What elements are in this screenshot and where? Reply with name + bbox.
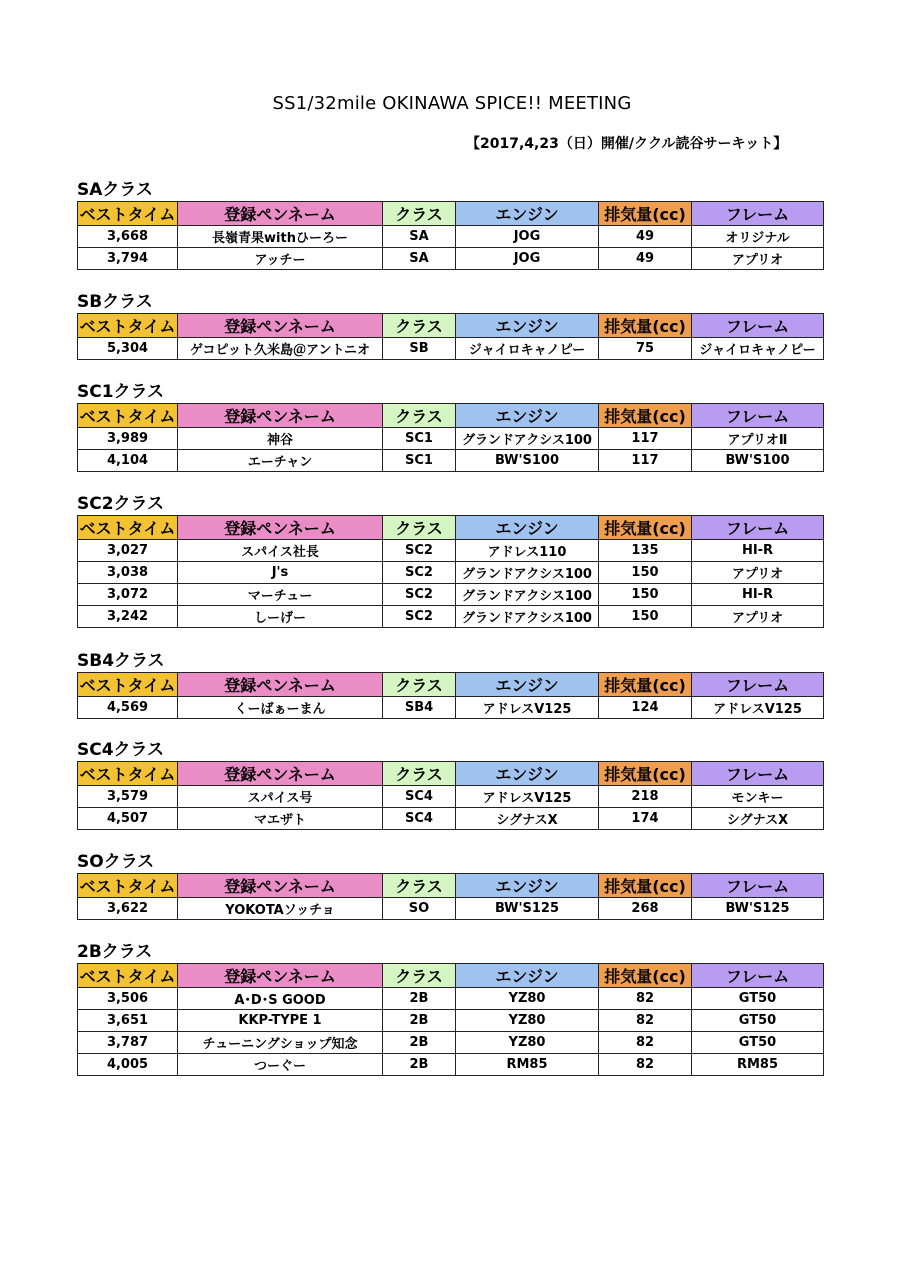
- displacement-header: 排気量(cc): [599, 202, 692, 226]
- results-table: [77, 201, 824, 270]
- engine-header: エンジン: [456, 314, 599, 338]
- best-time-header: ベストタイム: [78, 874, 178, 898]
- class-header: クラス: [383, 516, 456, 540]
- class-cell: 2B: [383, 1054, 456, 1076]
- class-header: クラス: [383, 202, 456, 226]
- class-cell: SO: [383, 898, 456, 920]
- table-row: [78, 450, 824, 472]
- engine-cell: グランドアクシス100: [456, 428, 599, 450]
- engine-header: エンジン: [456, 202, 599, 226]
- displacement-cell: 75: [599, 338, 692, 360]
- class-section: [77, 650, 823, 719]
- best-time-cell: 3,242: [78, 606, 178, 628]
- best-time-cell: 3,622: [78, 898, 178, 920]
- best-time-cell: 3,038: [78, 562, 178, 584]
- frame-cell: アプリオ: [692, 606, 824, 628]
- best-time-header: ベストタイム: [78, 964, 178, 988]
- frame-cell: RM85: [692, 1054, 824, 1076]
- table-header-row: [78, 202, 824, 226]
- engine-cell: YZ80: [456, 988, 599, 1010]
- engine-cell: YZ80: [456, 1032, 599, 1054]
- table-row: [78, 584, 824, 606]
- pen-name-header: 登録ペンネーム: [178, 516, 383, 540]
- best-time-cell: 4,104: [78, 450, 178, 472]
- table-row: [78, 1032, 824, 1054]
- displacement-header: 排気量(cc): [599, 673, 692, 697]
- best-time-header: ベストタイム: [78, 516, 178, 540]
- frame-cell: アドレスV125: [692, 697, 824, 719]
- table-row: [78, 697, 824, 719]
- class-cell: 2B: [383, 1010, 456, 1032]
- pen-name-cell: J's: [178, 562, 383, 584]
- pen-name-cell: 長嶺青果withひーろー: [178, 226, 383, 248]
- class-cell: 2B: [383, 988, 456, 1010]
- engine-header: エンジン: [456, 874, 599, 898]
- pen-name-cell: くーばぁーまん: [178, 697, 383, 719]
- frame-cell: GT50: [692, 988, 824, 1010]
- results-table: [77, 761, 824, 830]
- section-title: SBクラス: [77, 292, 153, 312]
- pen-name-cell: つーぐー: [178, 1054, 383, 1076]
- class-cell: SC2: [383, 606, 456, 628]
- frame-header: フレーム: [692, 314, 824, 338]
- displacement-cell: 117: [599, 428, 692, 450]
- best-time-header: ベストタイム: [78, 314, 178, 338]
- frame-cell: アプリオ: [692, 248, 824, 270]
- class-section: [77, 851, 823, 920]
- class-cell: SB4: [383, 697, 456, 719]
- frame-header: フレーム: [692, 202, 824, 226]
- displacement-cell: 49: [599, 248, 692, 270]
- results-table: [77, 403, 824, 472]
- pen-name-cell: チューニングショップ知念: [178, 1032, 383, 1054]
- best-time-header: ベストタイム: [78, 202, 178, 226]
- displacement-header: 排気量(cc): [599, 964, 692, 988]
- best-time-cell: 3,787: [78, 1032, 178, 1054]
- pen-name-cell: KKP-TYPE 1: [178, 1010, 383, 1032]
- best-time-header: ベストタイム: [78, 673, 178, 697]
- frame-cell: GT50: [692, 1032, 824, 1054]
- displacement-cell: 124: [599, 697, 692, 719]
- engine-header: エンジン: [456, 404, 599, 428]
- displacement-cell: 174: [599, 808, 692, 830]
- best-time-cell: 3,794: [78, 248, 178, 270]
- frame-cell: ジャイロキャノピー: [692, 338, 824, 360]
- frame-header: フレーム: [692, 874, 824, 898]
- best-time-cell: 3,989: [78, 428, 178, 450]
- engine-cell: ジャイロキャノピー: [456, 338, 599, 360]
- displacement-cell: 117: [599, 450, 692, 472]
- class-section: [77, 739, 823, 830]
- frame-cell: アプリオ: [692, 562, 824, 584]
- frame-cell: HI-R: [692, 584, 824, 606]
- displacement-cell: 135: [599, 540, 692, 562]
- pen-name-header: 登録ペンネーム: [178, 314, 383, 338]
- displacement-cell: 82: [599, 1010, 692, 1032]
- class-section: [77, 493, 823, 628]
- displacement-cell: 49: [599, 226, 692, 248]
- engine-cell: RM85: [456, 1054, 599, 1076]
- results-table: [77, 672, 824, 719]
- table-header-row: [78, 673, 824, 697]
- frame-header: フレーム: [692, 404, 824, 428]
- table-header-row: [78, 964, 824, 988]
- frame-header: フレーム: [692, 516, 824, 540]
- frame-cell: HI-R: [692, 540, 824, 562]
- frame-cell: BW'S100: [692, 450, 824, 472]
- displacement-header: 排気量(cc): [599, 404, 692, 428]
- best-time-cell: 4,569: [78, 697, 178, 719]
- class-cell: SA: [383, 226, 456, 248]
- displacement-cell: 82: [599, 1032, 692, 1054]
- engine-header: エンジン: [456, 964, 599, 988]
- engine-cell: アドレスV125: [456, 786, 599, 808]
- section-title: SOクラス: [77, 852, 155, 872]
- table-row: [78, 226, 824, 248]
- frame-header: フレーム: [692, 762, 824, 786]
- pen-name-cell: アッチー: [178, 248, 383, 270]
- results-table: [77, 873, 824, 920]
- class-header: クラス: [383, 964, 456, 988]
- table-row: [78, 1054, 824, 1076]
- pen-name-cell: スパイス社長: [178, 540, 383, 562]
- table-row: [78, 562, 824, 584]
- engine-cell: グランドアクシス100: [456, 606, 599, 628]
- results-table: [77, 313, 824, 360]
- best-time-cell: 3,506: [78, 988, 178, 1010]
- class-cell: SC4: [383, 786, 456, 808]
- frame-cell: シグナスX: [692, 808, 824, 830]
- displacement-cell: 150: [599, 606, 692, 628]
- best-time-cell: 4,507: [78, 808, 178, 830]
- table-header-row: [78, 516, 824, 540]
- class-cell: SA: [383, 248, 456, 270]
- frame-header: フレーム: [692, 673, 824, 697]
- class-header: クラス: [383, 874, 456, 898]
- best-time-header: ベストタイム: [78, 762, 178, 786]
- best-time-cell: 5,304: [78, 338, 178, 360]
- displacement-cell: 150: [599, 584, 692, 606]
- displacement-cell: 150: [599, 562, 692, 584]
- table-header-row: [78, 874, 824, 898]
- best-time-cell: 3,579: [78, 786, 178, 808]
- class-header: クラス: [383, 762, 456, 786]
- engine-header: エンジン: [456, 516, 599, 540]
- table-row: [78, 540, 824, 562]
- displacement-cell: 82: [599, 988, 692, 1010]
- engine-cell: BW'S125: [456, 898, 599, 920]
- table-row: [78, 1010, 824, 1032]
- engine-cell: グランドアクシス100: [456, 584, 599, 606]
- table-row: [78, 248, 824, 270]
- class-cell: SC1: [383, 450, 456, 472]
- pen-name-cell: ゲコピット久米島＠アントニオ: [178, 338, 383, 360]
- frame-cell: アプリオⅡ: [692, 428, 824, 450]
- engine-header: エンジン: [456, 673, 599, 697]
- pen-name-cell: マエザト: [178, 808, 383, 830]
- section-title: SC1クラス: [77, 382, 165, 402]
- pen-name-cell: YOKOTAソッチョ: [178, 898, 383, 920]
- table-header-row: [78, 404, 824, 428]
- results-table: [77, 963, 824, 1076]
- engine-header: エンジン: [456, 762, 599, 786]
- section-title: SC2クラス: [77, 494, 165, 514]
- frame-cell: BW'S125: [692, 898, 824, 920]
- table-row: [78, 808, 824, 830]
- displacement-header: 排気量(cc): [599, 874, 692, 898]
- frame-cell: モンキー: [692, 786, 824, 808]
- displacement-cell: 82: [599, 1054, 692, 1076]
- table-row: [78, 786, 824, 808]
- class-header: クラス: [383, 314, 456, 338]
- engine-cell: JOG: [456, 248, 599, 270]
- pen-name-cell: A･D･S GOOD: [178, 988, 383, 1010]
- table-header-row: [78, 762, 824, 786]
- pen-name-header: 登録ペンネーム: [178, 762, 383, 786]
- engine-cell: BW'S100: [456, 450, 599, 472]
- table-header-row: [78, 314, 824, 338]
- class-section: [77, 179, 823, 270]
- pen-name-header: 登録ペンネーム: [178, 874, 383, 898]
- pen-name-header: 登録ペンネーム: [178, 404, 383, 428]
- displacement-header: 排気量(cc): [599, 762, 692, 786]
- pen-name-cell: 神谷: [178, 428, 383, 450]
- best-time-cell: 3,027: [78, 540, 178, 562]
- section-title: SAクラス: [77, 180, 153, 200]
- section-title: SB4クラス: [77, 651, 165, 671]
- class-cell: SB: [383, 338, 456, 360]
- engine-cell: YZ80: [456, 1010, 599, 1032]
- class-header: クラス: [383, 673, 456, 697]
- frame-cell: GT50: [692, 1010, 824, 1032]
- page-title: SS1/32mile OKINAWA SPICE!! MEETING: [272, 93, 632, 114]
- displacement-header: 排気量(cc): [599, 314, 692, 338]
- engine-cell: JOG: [456, 226, 599, 248]
- pen-name-cell: スパイス号: [178, 786, 383, 808]
- class-section: [77, 381, 823, 472]
- engine-cell: アドレスV125: [456, 697, 599, 719]
- table-row: [78, 428, 824, 450]
- engine-cell: グランドアクシス100: [456, 562, 599, 584]
- frame-header: フレーム: [692, 964, 824, 988]
- best-time-cell: 3,668: [78, 226, 178, 248]
- section-title: SC4クラス: [77, 740, 165, 760]
- displacement-cell: 218: [599, 786, 692, 808]
- event-date-venue: 【2017,4,23（日）開催/ククル読谷サーキット】: [466, 136, 788, 152]
- table-row: [78, 606, 824, 628]
- best-time-cell: 4,005: [78, 1054, 178, 1076]
- displacement-cell: 268: [599, 898, 692, 920]
- class-cell: SC1: [383, 428, 456, 450]
- pen-name-cell: エーチャン: [178, 450, 383, 472]
- displacement-header: 排気量(cc): [599, 516, 692, 540]
- engine-cell: シグナスX: [456, 808, 599, 830]
- class-header: クラス: [383, 404, 456, 428]
- engine-cell: アドレス110: [456, 540, 599, 562]
- table-row: [78, 338, 824, 360]
- pen-name-header: 登録ペンネーム: [178, 673, 383, 697]
- pen-name-cell: しーげー: [178, 606, 383, 628]
- pen-name-header: 登録ペンネーム: [178, 202, 383, 226]
- class-section: [77, 941, 823, 1076]
- class-cell: SC2: [383, 562, 456, 584]
- best-time-cell: 3,651: [78, 1010, 178, 1032]
- pen-name-header: 登録ペンネーム: [178, 964, 383, 988]
- class-cell: SC4: [383, 808, 456, 830]
- frame-cell: オリジナル: [692, 226, 824, 248]
- class-section: [77, 291, 823, 360]
- results-table: [77, 515, 824, 628]
- class-cell: SC2: [383, 584, 456, 606]
- class-cell: 2B: [383, 1032, 456, 1054]
- table-row: [78, 898, 824, 920]
- best-time-header: ベストタイム: [78, 404, 178, 428]
- section-title: 2Bクラス: [77, 942, 153, 962]
- pen-name-cell: マーチュー: [178, 584, 383, 606]
- best-time-cell: 3,072: [78, 584, 178, 606]
- class-cell: SC2: [383, 540, 456, 562]
- table-row: [78, 988, 824, 1010]
